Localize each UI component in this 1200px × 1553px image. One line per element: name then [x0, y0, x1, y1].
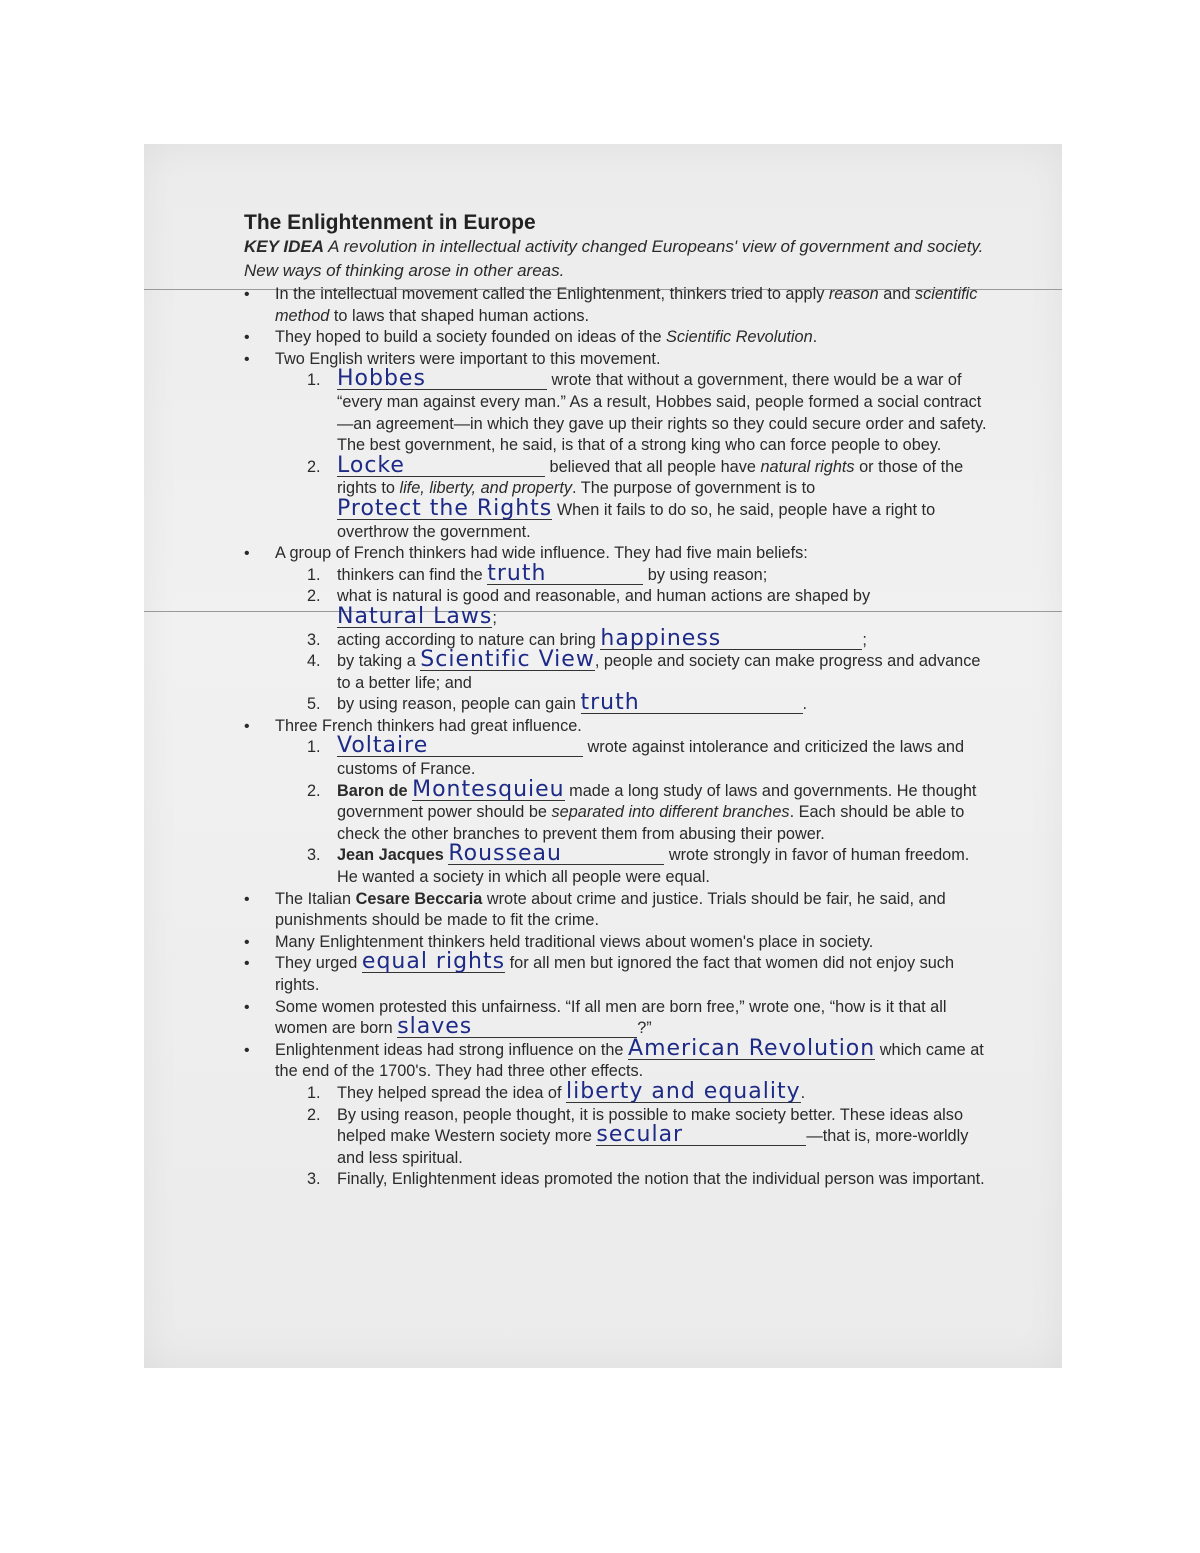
- item-text: Enlightenment ideas had strong influence on the: [275, 1040, 624, 1059]
- answer-blank-rousseau[interactable]: [448, 841, 664, 867]
- item-text: —that is, more-worldly and less spiritual.: [337, 1127, 969, 1167]
- item-bold: Jean Jacques: [337, 846, 444, 865]
- item-text: ;: [492, 608, 497, 627]
- item-number: 1.: [307, 1083, 321, 1102]
- item-number: 3.: [307, 846, 321, 865]
- item-text: believed that all people have: [549, 457, 756, 476]
- item-emphasis: Scientific Revolution: [666, 328, 813, 347]
- handwritten-answer: equal rights: [361, 949, 506, 975]
- item-text: wrote about crime and justice. Trials should be fair, he said, and punishments should be made to fit the crime.: [275, 889, 946, 930]
- beliefs-list: [275, 560, 989, 716]
- answer-blank-effect-1[interactable]: [566, 1078, 801, 1104]
- list-item: [244, 543, 989, 716]
- key-idea-text: A revolution in intellectual activity changed Europeans' view of government and society.: [328, 237, 984, 256]
- item-number: 2.: [307, 587, 321, 606]
- item-text: ;: [862, 630, 867, 649]
- answer-blank-locke[interactable]: [337, 452, 545, 478]
- answer-blank-american-revolution[interactable]: [628, 1035, 876, 1061]
- item-text: acting according to nature can bring: [337, 630, 596, 649]
- item-emphasis: reason: [828, 285, 879, 303]
- item-text: by using reason;: [647, 565, 768, 584]
- list-item: [275, 733, 989, 780]
- handwritten-answer: happiness: [600, 625, 722, 651]
- item-emphasis: separated into different branches: [551, 803, 790, 822]
- item-text: They helped spread the idea of: [337, 1083, 562, 1102]
- item-emphasis: scientific method: [275, 285, 978, 325]
- handwritten-answer: slaves: [397, 1014, 473, 1040]
- answer-blank-equal-rights[interactable]: [361, 949, 506, 975]
- list-item: [244, 949, 989, 996]
- item-number: 3.: [307, 1170, 321, 1189]
- item-number: 3.: [307, 630, 321, 649]
- answer-blank-belief-4[interactable]: [420, 647, 595, 673]
- list-item: [244, 284, 989, 327]
- key-idea: [244, 236, 989, 258]
- item-text: by using reason, people can gain: [337, 695, 576, 714]
- item-text: The Italian: [275, 889, 352, 908]
- list-item: [275, 690, 989, 716]
- list-item: [244, 349, 989, 543]
- section-heading: New ways of thinking arose in other areas.: [244, 261, 565, 280]
- answer-blank-slaves[interactable]: [397, 1014, 637, 1040]
- list-item: [275, 560, 989, 587]
- key-idea-label: KEY IDEA: [244, 237, 324, 256]
- item-text: .: [800, 1083, 806, 1102]
- list-item: [244, 889, 989, 932]
- page-title: The Enlightenment in Europe: [244, 211, 536, 234]
- handwritten-answer: truth: [580, 690, 640, 716]
- item-text: thinkers can find the: [337, 565, 483, 584]
- list-item: [275, 841, 989, 888]
- list-item: [244, 1035, 989, 1191]
- item-emphasis: life, liberty, and property: [399, 479, 572, 498]
- list-item: [275, 647, 989, 694]
- handwritten-answer: Scientific View: [420, 647, 595, 673]
- item-bold: Baron de: [337, 781, 408, 800]
- answer-blank-belief-3[interactable]: [600, 625, 862, 651]
- worksheet-content: [244, 210, 989, 1191]
- list-item: [275, 776, 989, 846]
- list-item: [275, 452, 989, 543]
- handwritten-answer: Protect the Rights: [337, 495, 553, 521]
- answer-blank-hobbes[interactable]: [337, 366, 547, 392]
- list-item: [275, 586, 989, 629]
- item-number: 2.: [307, 1105, 321, 1124]
- answer-blank-voltaire[interactable]: [337, 733, 583, 759]
- item-text: By using reason, people thought, it is possible to make society better. These ideas also helped make Western society more: [337, 1105, 963, 1146]
- item-number: 2.: [307, 781, 321, 800]
- list-item: [244, 997, 989, 1040]
- handwritten-answer: American Revolution: [628, 1035, 876, 1061]
- item-text: wrote against intolerance and criticized the laws and customs of France.: [337, 738, 965, 779]
- item-text: and: [883, 285, 911, 303]
- item-text: to laws that shaped human actions.: [333, 306, 590, 325]
- item-text: wrote that without a government, there would be a war of “every man against every man.” As a result, Hobbes said, people formed a social contract—an agreement—in which they gave up their rights so they could secure order and safety. The best government, he said, is that of a strong king who can force people to obey.: [337, 371, 987, 455]
- list-item: [244, 716, 989, 889]
- item-number: 5.: [307, 695, 321, 714]
- item-number: 1.: [307, 738, 321, 757]
- item-text: Many Enlightenment thinkers held traditional views about women's place in society.: [275, 932, 874, 951]
- item-text: .: [812, 328, 818, 347]
- worksheet-page: [144, 144, 1062, 1368]
- item-text: by taking a: [337, 652, 416, 671]
- item-text: In the intellectual movement called the Enlightenment, thinkers tried to apply: [275, 285, 825, 303]
- item-text: what is natural is good and reasonable, and human actions are shaped by: [337, 587, 871, 606]
- answer-blank-purpose[interactable]: [337, 495, 553, 521]
- item-bold: Cesare Beccaria: [355, 889, 483, 908]
- answer-blank-effect-2[interactable]: [596, 1122, 806, 1148]
- handwritten-answer: Natural Laws: [337, 603, 493, 629]
- answer-blank-belief-2[interactable]: [337, 603, 493, 629]
- list-item: [275, 1078, 989, 1105]
- item-text: Some women protested this unfairness. “If all men are born free,” wrote one, “how is it that all women are born: [275, 997, 947, 1038]
- item-number: 1.: [307, 565, 321, 584]
- handwritten-answer: liberty and equality: [566, 1078, 801, 1104]
- handwritten-answer: Voltaire: [337, 733, 429, 759]
- item-number: 2.: [307, 457, 321, 476]
- handwritten-answer: truth: [487, 560, 547, 586]
- item-text: They hoped to build a society founded on ideas of the: [275, 328, 662, 347]
- item-text: which came at the end of the 1700's. They had three other effects.: [275, 1040, 984, 1081]
- item-emphasis: natural rights: [760, 457, 855, 476]
- bullet-list: [244, 284, 989, 1191]
- answer-blank-belief-1[interactable]: [487, 560, 643, 586]
- handwritten-answer: Hobbes: [337, 366, 426, 392]
- list-item: [244, 327, 989, 349]
- list-item: [275, 1105, 989, 1170]
- effects-list: [275, 1078, 989, 1191]
- item-text: wrote strongly in favor of human freedom. He wanted a society in which all people were equal.: [337, 846, 970, 887]
- item-text: . The purpose of government is to: [572, 479, 816, 498]
- item-text: , people and society can make progress and advance to a better life; and: [337, 652, 981, 692]
- handwritten-answer: Rousseau: [448, 841, 562, 867]
- item-text: made a long study of laws and governments. He thought government power should be: [337, 781, 977, 822]
- french-thinkers-list: [275, 733, 989, 888]
- list-item: [244, 932, 989, 954]
- item-text: Three French thinkers had great influence.: [275, 716, 582, 735]
- item-text: for all men but ignored the fact that women did not enjoy such rights.: [275, 954, 955, 994]
- item-text: ?”: [637, 1019, 652, 1038]
- item-text: Finally, Enlightenment ideas promoted the notion that the individual person was important.: [337, 1170, 985, 1189]
- answer-blank-montesquieu[interactable]: [412, 776, 565, 802]
- item-text: Two English writers were important to this movement.: [275, 349, 661, 368]
- item-text: . Each should be able to check the other branches to prevent them from abusing their power.: [337, 803, 965, 843]
- item-text: or those of the rights to: [337, 457, 964, 498]
- answer-blank-belief-5[interactable]: [580, 690, 803, 716]
- list-item: [275, 1169, 989, 1191]
- item-number: 4.: [307, 652, 321, 671]
- item-text: When it fails to do so, he said, people have a right to overthrow the government.: [337, 500, 936, 541]
- item-text: They urged: [275, 954, 358, 973]
- list-item: [275, 366, 989, 456]
- english-writers-list: [275, 366, 989, 543]
- item-number: 1.: [307, 371, 321, 390]
- item-text: A group of French thinkers had wide influence. They had five main beliefs:: [275, 544, 808, 563]
- list-item: [275, 625, 989, 652]
- handwritten-answer: Montesquieu: [412, 776, 565, 802]
- handwritten-answer: secular: [596, 1122, 684, 1148]
- item-text: .: [802, 695, 808, 714]
- handwritten-answer: Locke: [337, 452, 405, 478]
